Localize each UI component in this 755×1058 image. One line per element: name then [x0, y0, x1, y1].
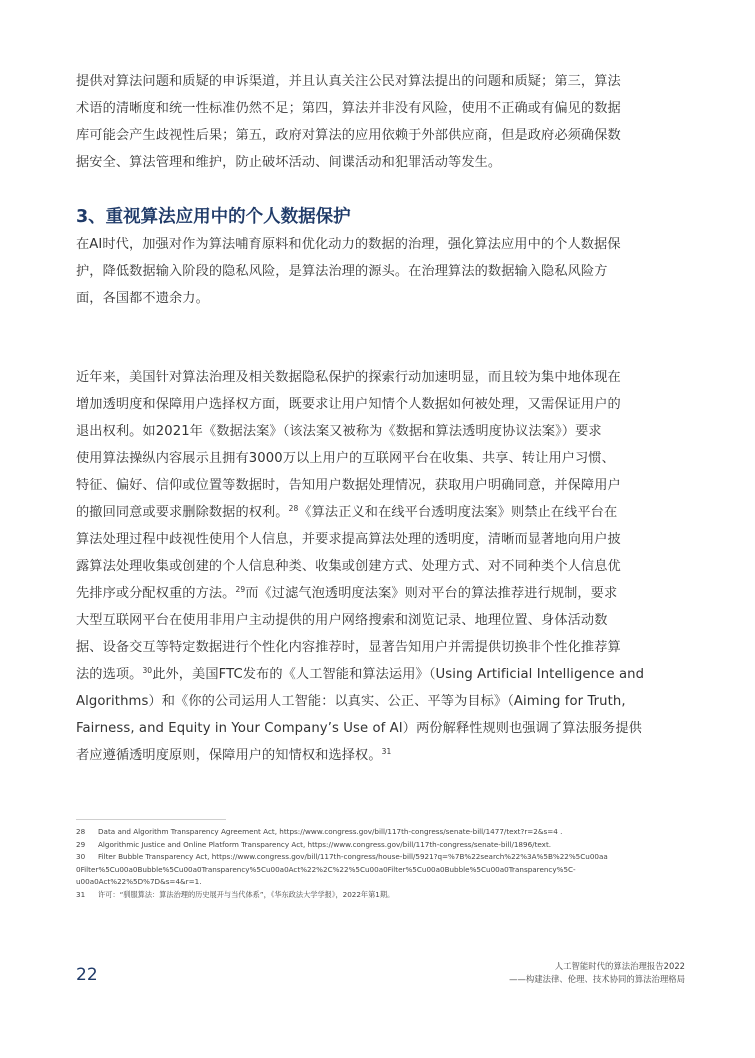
paragraph-top — [76, 68, 680, 176]
text-line: 退出权利。如2021年《数据法案》（该法案又被称为《数据和算法透明度协议法案》）要求 — [76, 424, 602, 439]
text-segment: 此外，美国FTC发布的《人工智能和算法运用》（Using Artificial Intelligence and — [152, 667, 645, 682]
footnote-text: Algorithmic Justice and Online Platform Transparency Act, https://www.congress.gov/bill/117th-congress/senate-bill/1896/text. — [98, 839, 552, 849]
text-segment: 者应遵循透明度原则，保障用户的知情权和选择权。 — [76, 748, 382, 763]
report-title: 人工智能时代的算法治理报告2022 — [554, 961, 685, 971]
footnote-item — [76, 889, 680, 902]
text-line: 特征、偏好、信仰或位置等数据时，告知用户数据处理情况，获取用户明确同意，并保障用户 — [76, 478, 621, 493]
footnote-ref-29: 29 — [235, 585, 246, 594]
report-subtitle: ——构建法律、伦理、技术协同的算法治理格局 — [509, 974, 685, 984]
text-line: 术语的清晰度和统一性标准仍然不足；第四，算法并非没有风险，使用不正确或有偏见的数据 — [76, 101, 621, 116]
footnotes — [76, 826, 680, 902]
footnote-ref-28: 28 — [288, 504, 299, 513]
footnote-item — [76, 826, 680, 839]
footnote-ref-30: 30 — [142, 666, 153, 675]
text-line: Algorithms）和《你的公司运用人工智能：以真实、公正、平等为目标》（Aiming for Truth, — [76, 694, 626, 709]
text-line: 增加透明度和保障用户选择权方面，既要求让用户知情个人数据如何被处理，又需保证用户的 — [76, 397, 621, 412]
text-line: 露算法处理收集或创建的个人信息种类、收集或创建方式、处理方式、对不同种类个人信息优 — [76, 559, 621, 574]
text-line: 近年来，美国针对算法治理及相关数据隐私保护的探索行动加速明显，而且较为集中地体现在 — [76, 370, 621, 385]
paragraph-intro — [76, 231, 680, 312]
text-line: 大型互联网平台在使用非用户主动提供的用户网络搜索和浏览记录、地理位置、身体活动数 — [76, 613, 608, 628]
text-line — [76, 499, 680, 526]
text-line: 提供对算法问题和质疑的申诉渠道，并且认真关注公民对算法提出的问题和质疑；第三，算法 — [76, 74, 621, 89]
text-line — [76, 742, 680, 769]
text-segment: 《算法正义和在线平台透明度法案》则禁止在线平台在 — [298, 505, 618, 520]
footnote-item — [76, 839, 680, 852]
footnote-text: 许可：“驯服算法：算法治理的历史展开与当代体系”，《华东政法大学学报》，2022年第1期。 — [98, 889, 395, 899]
text-line: 使用算法操纵内容展示且拥有3000万以上用户的互联网平台在收集、共享、转让用户习惯、 — [76, 451, 615, 466]
text-line: 库可能会产生歧视性后果；第五，政府对算法的应用依赖于外部供应商，但是政府必须确保数 — [76, 128, 621, 143]
footnote-number: 29 — [76, 839, 86, 849]
text-segment: 先排序或分配权重的方法。 — [76, 586, 236, 601]
footnote-text: Filter Bubble Transparency Act, https://www.congress.gov/bill/117th-congress/house-bill/5921?q=%7B%22search%22%3A%5B%22%5Cu00aa — [98, 852, 608, 862]
footnote-text: Data and Algorithm Transparency Agreement Act, https://www.congress.gov/bill/117th-congress/senate-bill/1477/text?r=2&s=4 . — [98, 827, 563, 836]
footnote-ref-31: 31 — [381, 747, 392, 756]
text-line — [76, 580, 680, 607]
text-segment: 而《过滤气泡透明度法案》则对平台的算法推荐进行规制，要求 — [245, 586, 618, 601]
footnote-divider — [76, 819, 226, 820]
footnote-continuation: u00a0Act%22%5D%7D&s=4&r=1. — [76, 877, 202, 887]
text-segment: 的撤回同意或要求删除数据的权利。 — [76, 505, 289, 520]
footnote-item — [76, 851, 680, 864]
paragraph-us-regulation — [76, 364, 680, 769]
text-line: 据、设备交互等特定数据进行个性化内容推荐时，显著告知用户并需提供切换非个性化推荐算 — [76, 640, 621, 655]
text-line: 护，降低数据输入阶段的隐私风险，是算法治理的源头。在治理算法的数据输入隐私风险方 — [76, 264, 608, 279]
footnote-continuation: 0Filter%5Cu00a0Bubble%5Cu00a0Transparency%5Cu00a0Act%22%2C%22%5Cu00a0Filter%5Cu00a0Bubble%5Cu00a0Transparency%5C- — [76, 864, 576, 874]
footnote-number: 28 — [76, 827, 86, 836]
running-head — [509, 960, 685, 986]
text-line: 算法处理过程中歧视性使用个人信息，并要求提高算法处理的透明度，清晰而显著地向用户披 — [76, 532, 621, 547]
text-line: Fairness, and Equity in Your Company’s Use of AI）两份解释性规则也强调了算法服务提供 — [76, 721, 642, 736]
section-heading: 3、重视算法应用中的个人数据保护 — [76, 207, 351, 227]
footnote-number: 31 — [76, 889, 86, 899]
text-line: 面，各国都不遗余力。 — [76, 291, 209, 306]
text-line: 在AI时代，加强对作为算法哺育原料和优化动力的数据的治理，强化算法应用中的个人数据保 — [76, 237, 621, 252]
page-number: 22 — [76, 965, 98, 985]
footnote-number: 30 — [76, 852, 86, 862]
text-line: 据安全、算法管理和维护，防止破坏活动、间谍活动和犯罪活动等发生。 — [76, 155, 502, 170]
text-segment: 法的选项。 — [76, 667, 143, 682]
text-line — [76, 661, 680, 688]
